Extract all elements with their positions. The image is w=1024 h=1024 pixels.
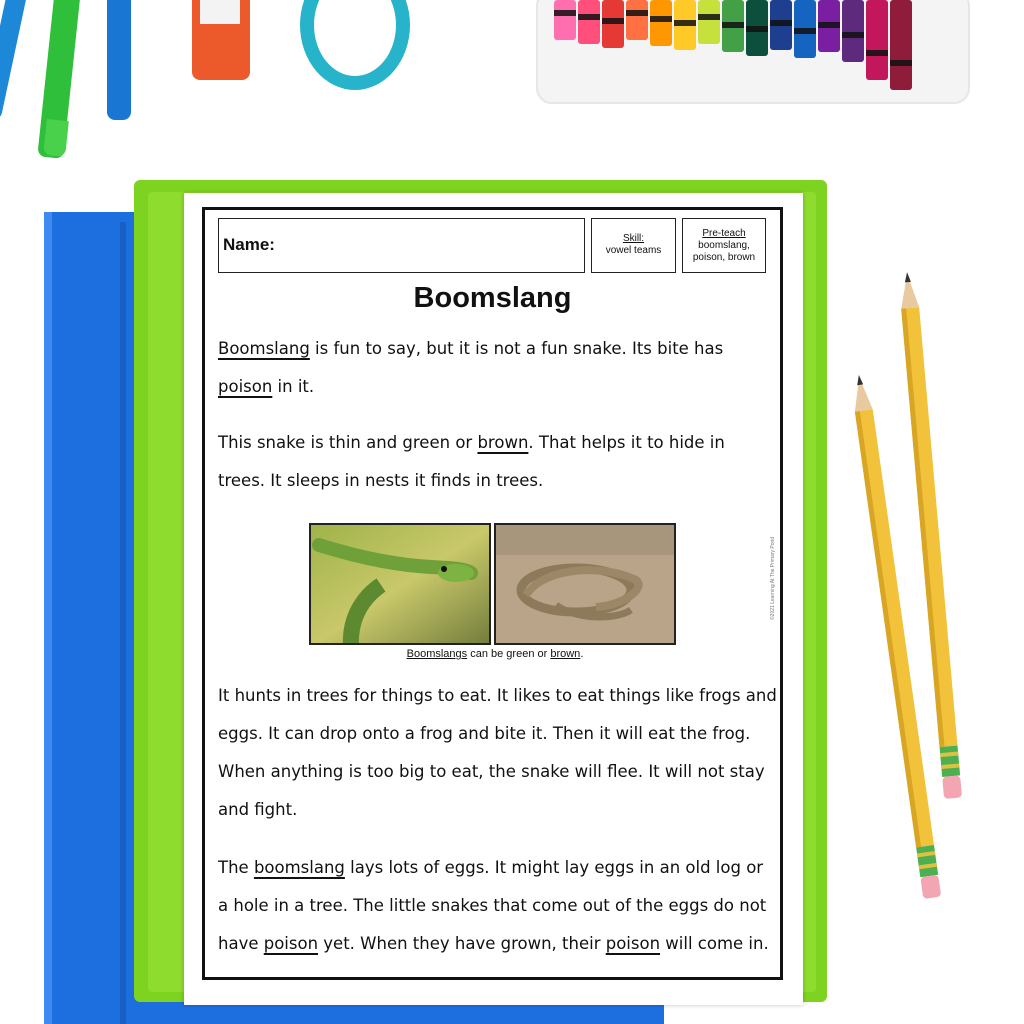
p4-text-d: will come in. xyxy=(660,934,769,953)
vocab-boomslang: Boomslang xyxy=(218,339,310,358)
p2-text-b: . That helps it to hide in trees. It sleeps in nests it finds in trees. xyxy=(218,433,725,490)
name-label: Name: xyxy=(223,235,275,254)
skill-label: Skill: xyxy=(622,233,645,244)
caption-text1: can be green or xyxy=(467,648,551,660)
pencil-left xyxy=(850,365,990,925)
caption-word1: Boomslangs xyxy=(406,648,468,660)
vocab-brown: brown xyxy=(477,433,529,452)
preteach-box xyxy=(682,218,766,273)
caption-word2: brown xyxy=(550,648,581,660)
vocab-poison-2: poison xyxy=(263,934,319,953)
paragraph-2 xyxy=(218,424,728,500)
paragraph-3 xyxy=(218,677,778,829)
photo-brown-boomslang xyxy=(494,523,676,645)
blue-folder-edge xyxy=(44,212,52,1024)
skill-box xyxy=(591,218,676,273)
p4-text-a: The xyxy=(218,858,254,877)
name-box xyxy=(218,218,585,273)
photo-caption xyxy=(300,648,690,660)
scissors-handle xyxy=(300,0,410,90)
p1-text-b: in it. xyxy=(272,377,315,396)
skill-value: vowel teams xyxy=(605,245,662,256)
preteach-words: boomslang, poison, brown xyxy=(692,240,756,263)
worksheet-title: Boomslang xyxy=(413,282,572,314)
p1-text-a: is fun to say, but it is not a fun snake. Its bite has xyxy=(309,339,724,358)
paragraph-1 xyxy=(218,330,778,406)
marker-green-cap xyxy=(43,119,69,157)
p4-text-c: yet. When they have grown, their xyxy=(318,934,606,953)
p4-text-b: lays lots of eggs. It might lay eggs in an old log or a hole in a tree. The little snakes that come out of the eggs do not have xyxy=(218,858,767,953)
paragraph-4 xyxy=(218,849,778,963)
blue-folder-lip xyxy=(120,222,126,1024)
caption-text2: . xyxy=(580,648,584,660)
vocab-boomslang-2: boomslang xyxy=(253,858,345,877)
marker-blue-left xyxy=(0,0,27,121)
photo-green-boomslang xyxy=(309,523,491,645)
vocab-poison-3: poison xyxy=(605,934,661,953)
p3-text: It hunts in trees for things to eat. It likes to eat things like frogs and eggs. It can drop onto a frog and bite it. Then it will eat the frog. When anything is too big to eat, the snake will flee. It will not stay and fight. xyxy=(218,686,777,819)
crayons xyxy=(550,0,950,96)
marker-blue xyxy=(107,0,131,120)
copyright-note: ©2021 Learning At The Primary Pond xyxy=(770,536,776,620)
glue-stick-label xyxy=(200,0,240,24)
preteach-label: Pre-teach xyxy=(702,228,746,239)
p2-text-a: This snake is thin and green or xyxy=(218,433,478,452)
vocab-poison: poison xyxy=(218,377,273,396)
